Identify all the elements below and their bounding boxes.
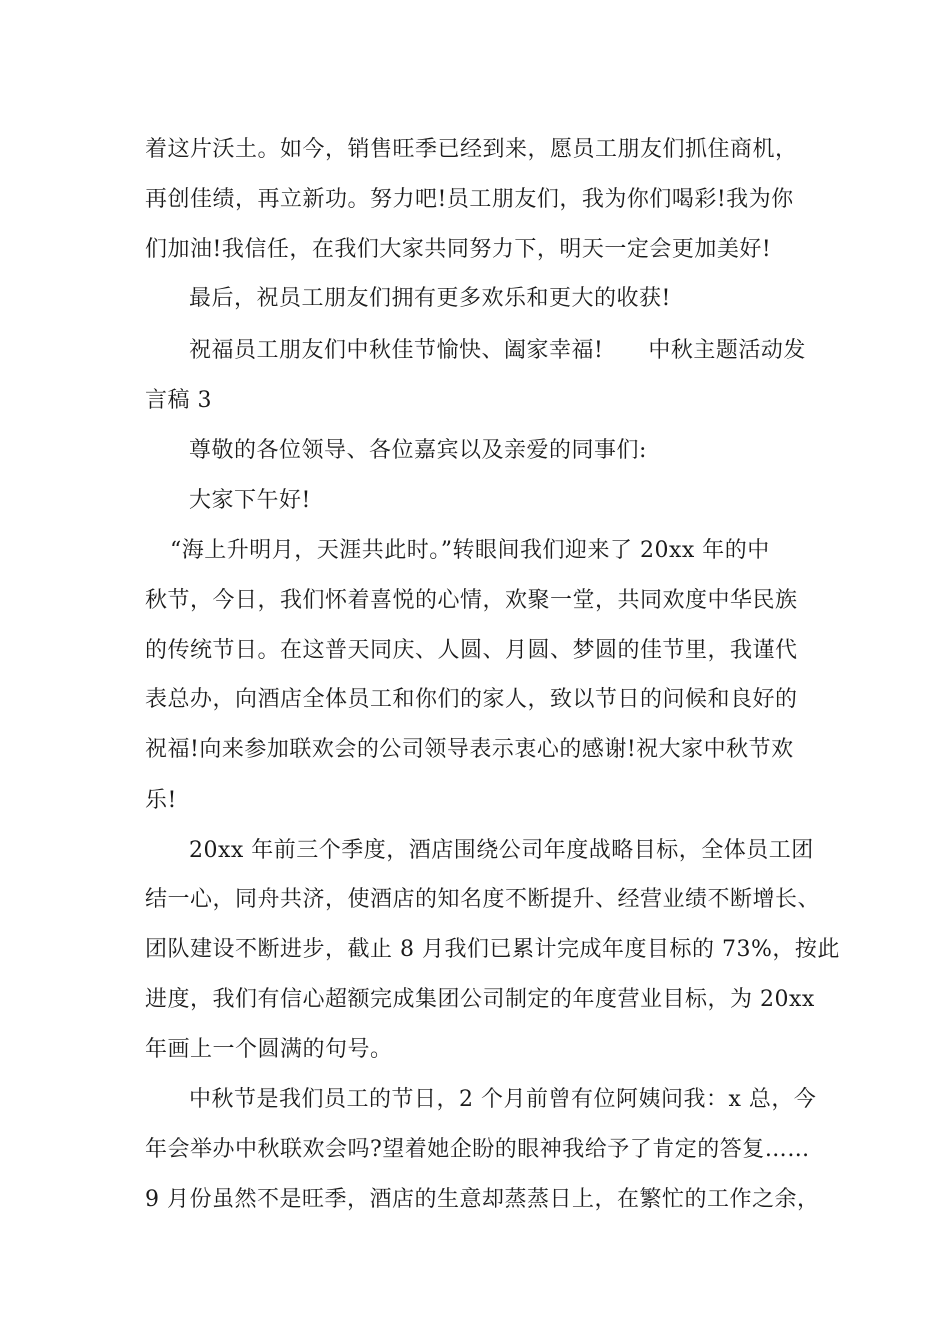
text-line: 祝福!向来参加联欢会的公司领导表示衷心的感谢!祝大家中秋节欢 — [145, 737, 794, 762]
text-line: 秋节，今日，我们怀着喜悦的心情，欢聚一堂，共同欢度中华民族 — [145, 588, 798, 613]
text-line: 团队建设不断进步，截止 8 月我们已累计完成年度目标的 73%，按此 — [145, 937, 840, 962]
text-line: 进度，我们有信心超额完成集团公司制定的年度营业目标，为 20xx — [145, 987, 815, 1012]
text-line: 们加油!我信任，在我们大家共同努力下，明天一定会更加美好! — [145, 237, 772, 262]
text-line: 年画上一个圆满的句号。 — [145, 1037, 393, 1062]
text-line: 年会举办中秋联欢会吗?望着她企盼的眼神我给予了肯定的答复…… — [145, 1137, 810, 1162]
text-line: 乐! — [145, 788, 177, 813]
text-line: 9 月份虽然不是旺季，酒店的生意却蒸蒸日上，在繁忙的工作之余， — [145, 1187, 820, 1212]
text-line: 的传统节日。在这普天同庆、人圆、月圆、梦圆的佳节里，我谨代 — [145, 638, 798, 663]
salutation-line: 尊敬的各位领导、各位嘉宾以及亲爱的同事们: — [189, 438, 647, 463]
greeting-line: 大家下午好! — [189, 488, 311, 513]
text-line: 结一心，同舟共济，使酒店的知名度不断提升、经营业绩不断增长、 — [145, 887, 821, 912]
paragraph-line: 最后，祝员工朋友们拥有更多欢乐和更大的收获! — [189, 286, 671, 311]
paragraph-line: 祝福员工朋友们中秋佳节愉快、阖家幸福! 中秋主题活动发 — [189, 338, 806, 363]
paragraph-line: “海上升明月，天涯共此时。”转眼间我们迎来了 20xx 年的中 — [170, 538, 770, 563]
text-line: 表总办，向酒店全体员工和你们的家人，致以节日的问候和良好的 — [145, 687, 798, 712]
paragraph-line: 20xx 年前三个季度，酒店围绕公司年度战略目标，全体员工团 — [189, 838, 814, 863]
text-line: 着这片沃土。如今，销售旺季已经到来，愿员工朋友们抓住商机， — [145, 137, 798, 162]
paragraph-line: 中秋节是我们员工的节日，2 个月前曾有位阿姨问我：x 总，今 — [189, 1087, 817, 1112]
heading-line: 言稿 3 — [145, 388, 212, 413]
text-line: 再创佳绩，再立新功。努力吧!员工朋友们，我为你们喝彩!我为你 — [145, 187, 794, 212]
